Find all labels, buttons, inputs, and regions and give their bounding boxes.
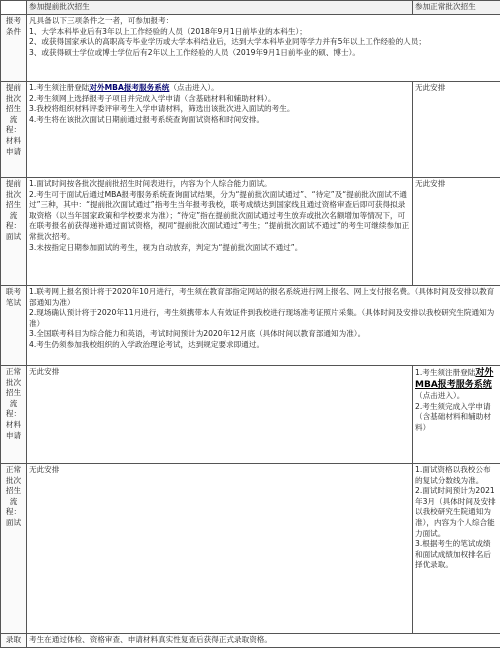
early-apply-normal-cell: 无此安排	[413, 82, 500, 178]
row-early-apply	[1, 82, 500, 178]
row-early-interview	[1, 178, 500, 286]
early-apply-cell	[27, 82, 413, 178]
normal-apply-early-cell: 无此安排	[27, 366, 413, 464]
early-interview-cell	[27, 178, 413, 286]
normal-apply-item-1-suffix: （点击进入）。	[415, 391, 465, 400]
row-label-normal-apply: 正常批次招生流程：材料申请	[1, 366, 27, 464]
conditions-item-3: 3、或获得硕士学位或博士学位后有2年以上工作经验的人员（2019年9月1日前毕业的硕、博士）。	[29, 47, 361, 57]
early-interview-item-1: 1.面试时间按各批次提前批招生时间表进行，内容为个人综合能力面试。	[29, 179, 272, 188]
row-normal-apply	[1, 366, 500, 464]
mba-system-link-early[interactable]: 对外MBA报考服务系统	[89, 83, 170, 92]
header-early: 参加提前批次招生	[27, 1, 413, 15]
header-normal: 参加正常批次招生	[413, 1, 500, 15]
row-label-early-apply: 提前批次招生流程：材料申请	[1, 82, 27, 178]
conditions-cell	[27, 15, 500, 82]
normal-interview-early-cell: 无此安排	[27, 464, 413, 634]
normal-interview-item-1: 1.面试资格以我校公布的复试分数线为准。	[415, 465, 491, 485]
admission-cell: 考生在通过体检、资格审查、申请材料真实性复查后获得正式录取资格。	[27, 634, 500, 648]
early-apply-item-1-suffix: （点击进入）。	[169, 83, 219, 92]
exam-item-4: 4.考生仍须参加我校组织的入学政治理论考试，达到规定要求即通过。	[29, 339, 265, 349]
normal-apply-cell	[413, 366, 500, 464]
normal-apply-item-1-prefix: 1.考生须注册登陆	[415, 368, 476, 377]
row-exam	[1, 286, 500, 366]
row-label-normal-interview: 正常批次招生流程：面试	[1, 464, 27, 634]
normal-interview-item-2: 2.面试时间预计为2021年3月（具体时间及安排以我校研究生院通知为准），内容为个人综合能力面试。	[415, 486, 496, 538]
exam-item-2: 2.现场确认预计将于2020年11月进行，考生须携带本人有效证件到我校进行现场准考证照片采集。（具体时间及安排以我校研究生院通知为准）	[29, 308, 495, 328]
mba-system-link-normal[interactable]: 对外MBA报考服务系统	[415, 368, 494, 390]
early-apply-item-2: 2.考生须网上选择报考子项目并完成入学申请（含基础材料和辅助材料）。	[29, 93, 276, 103]
conditions-item-1: 1、大学本科毕业后有3年以上工作经验的人员（2018年9月1日前毕业的本科生）；	[29, 26, 307, 36]
normal-interview-cell	[413, 464, 500, 634]
exam-item-1: 1.联考网上报名预计将于2020年10月进行，考生须在教育部指定网站的报名系统进行网上报名、网上支付报名费。（具体时间及安排以教育部通知为准）	[29, 287, 495, 307]
row-conditions	[1, 15, 500, 82]
row-label-admission: 录取	[1, 634, 27, 648]
row-normal-interview	[1, 464, 500, 634]
row-label-early-interview: 提前批次招生流程：面试	[1, 178, 27, 286]
exam-cell	[27, 286, 500, 366]
normal-interview-item-3: 3.根据考生的笔试成绩和面试成绩加权排名后择优录取。	[415, 539, 491, 570]
early-apply-item-1	[29, 83, 410, 94]
early-apply-item-3: 3.我校将组织材料评委评审考生入学申请材料，筛选出该批次进入面试的考生。	[29, 104, 295, 114]
row-admission	[1, 634, 500, 648]
early-interview-item-2: 2.考生可于面试后通过MBA报考服务系统查询面试结果，分为“提前批次面试通过”、“待定”及“提前批次面试不通过”三种，其中：“提前批次面试通过”指考生当年报考我校，联考成绩达到国家线且通过资格审查后即可获得拟录取资格（以当年国家政策和学校要求为准）；“待定”指在提前批次面试通过考生放弃或批次名额增加等情况下，可在联考报名前获得递补通过面试资格，视同“提前批次面试通过”考生；“提前批次面试不通过”的考生可继续参加正常批次招考。	[29, 189, 410, 241]
conditions-intro: 凡具备以下三项条件之一者，可参加报考：	[29, 16, 174, 25]
row-label-conditions: 报考条件	[1, 15, 27, 82]
early-apply-item-1-prefix: 1.考生须注册登陆	[29, 83, 90, 92]
row-label-exam: 联考笔试	[1, 286, 27, 366]
conditions-item-2: 2、或获得国家承认的高职高专毕业学历或大学本科结业后，达到大学本科毕业同等学力并有5年以上工作经验的人员；	[29, 37, 426, 47]
header-row	[1, 1, 500, 15]
early-interview-item-3: 3.未按指定日期参加面试的考生，视为自动放弃，判定为“提前批次面试不通过”。	[29, 242, 303, 252]
header-blank	[1, 1, 27, 15]
exam-item-3: 3.全国联考科目为综合能力和英语，考试时间预计为2020年12月底（具体时间以教育部通知为准）。	[29, 329, 366, 339]
normal-apply-item-1	[415, 367, 498, 402]
normal-apply-item-2: 2.考生须完成入学申请（含基础材料和辅助材料）	[415, 401, 491, 432]
early-interview-normal-cell: 无此安排	[413, 178, 500, 286]
early-apply-item-4: 4.考生将在该批次面试日期前通过报考系统查询面试资格和时间安排。	[29, 114, 265, 124]
